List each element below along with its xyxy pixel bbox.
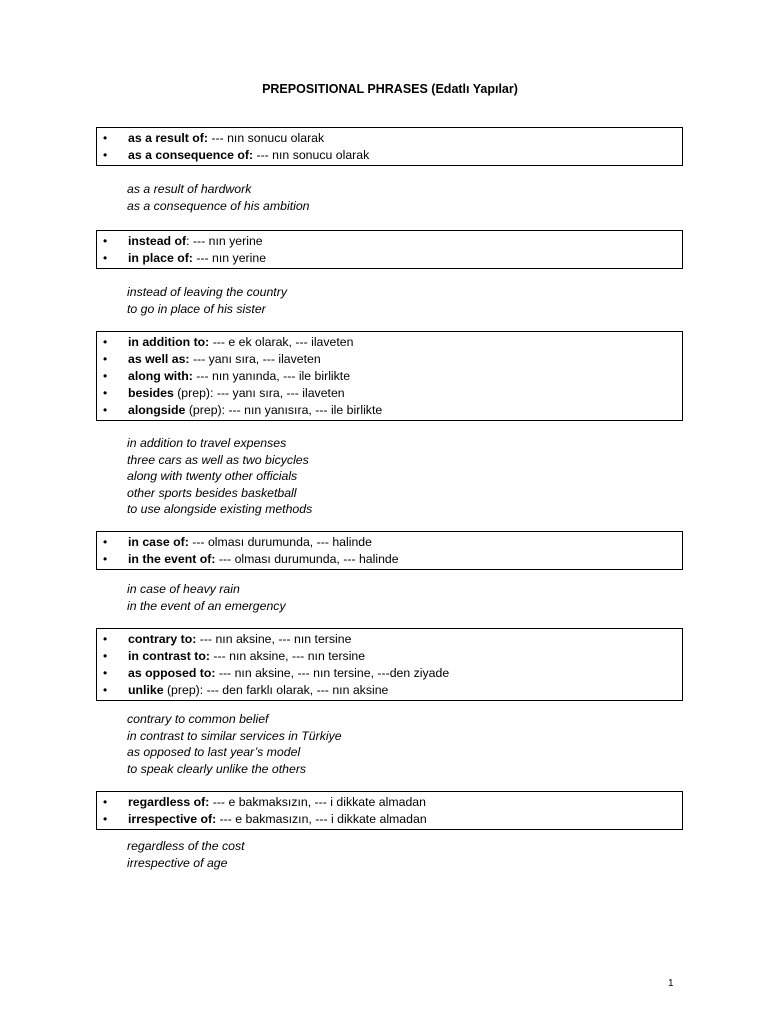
bullet-icon: • [103, 552, 108, 566]
phrase-term: instead of [128, 234, 187, 248]
example-list [127, 711, 342, 777]
bullet-icon: • [103, 335, 108, 349]
phrase-box [96, 791, 683, 830]
list-item [97, 334, 682, 351]
list-item [97, 233, 682, 250]
example-line: instead of leaving the country [127, 285, 287, 299]
phrase-term: as a consequence of: [128, 148, 254, 162]
phrase-term: irrespective of: [128, 812, 217, 826]
list-item [97, 130, 682, 147]
bullet-icon: • [103, 369, 108, 383]
phrase-term: in addition to: [128, 335, 210, 349]
example-line: along with twenty other officials [127, 469, 298, 484]
example-list [127, 284, 287, 317]
list-item [97, 811, 682, 828]
list-item [97, 147, 682, 164]
list-item [97, 631, 682, 648]
example-line: to go in place of his sister [127, 301, 266, 316]
phrase-meaning: (prep): --- nın yanısıra, --- ile birlikte [185, 403, 383, 417]
phrase-term: contrary to: [128, 632, 197, 646]
phrase-box [96, 531, 683, 570]
phrase-meaning: --- nın sonucu olarak [253, 148, 370, 162]
example-list [127, 435, 312, 518]
phrase-term: unlike [128, 683, 164, 697]
phrase-meaning: --- nın aksine, --- nın tersine, ---den ziyade [215, 666, 450, 680]
example-line: other sports besides basketball [127, 485, 297, 500]
phrase-term: regardless of: [128, 795, 210, 809]
phrase-term: as a result of: [128, 131, 208, 145]
list-item [97, 402, 682, 419]
phrase-box [96, 628, 683, 701]
example-list [127, 581, 286, 614]
list-item [97, 385, 682, 402]
phrase-meaning: --- nın yanında, --- ile birlikte [192, 369, 351, 383]
phrase-meaning: (prep): --- den farklı olarak, --- nın aksine [163, 683, 389, 697]
phrase-box [96, 331, 683, 421]
example-line: contrary to common belief [127, 712, 269, 726]
phrase-term: as well as: [128, 352, 190, 366]
phrase-meaning: --- nın aksine, --- nın tersine [209, 649, 366, 663]
example-line: to use alongside existing methods [127, 502, 313, 517]
phrase-meaning: --- e bakmasızın, --- i dikkate almadan [216, 812, 427, 826]
bullet-icon: • [103, 403, 108, 417]
example-line: three cars as well as two bicycles [127, 452, 309, 467]
bullet-icon: • [103, 131, 108, 145]
example-line: regardless of the cost [127, 839, 245, 853]
example-line: in addition to travel expenses [127, 436, 287, 450]
example-line: to speak clearly unlike the others [127, 761, 307, 776]
bullet-icon: • [103, 234, 108, 248]
example-list [127, 181, 310, 214]
example-line: in the event of an emergency [127, 598, 286, 613]
bullet-icon: • [103, 251, 108, 265]
phrase-meaning: --- nın yerine [192, 251, 267, 265]
list-item [97, 351, 682, 368]
bullet-icon: • [103, 352, 108, 366]
list-item [97, 682, 682, 699]
example-list [127, 838, 245, 871]
list-item [97, 648, 682, 665]
example-line: as opposed to last year’s model [127, 745, 301, 760]
phrase-meaning: --- yanı sıra, --- ilaveten [189, 352, 321, 366]
list-item [97, 368, 682, 385]
phrase-term: along with: [128, 369, 193, 383]
bullet-icon: • [103, 649, 108, 663]
phrase-term: as opposed to: [128, 666, 216, 680]
phrase-box [96, 230, 683, 269]
phrase-meaning: --- e bakmaksızın, --- i dikkate almadan [209, 795, 426, 809]
bullet-icon: • [103, 812, 108, 826]
phrase-meaning: --- olması durumunda, --- halinde [188, 535, 372, 549]
bullet-icon: • [103, 666, 108, 680]
phrase-meaning: (prep): --- yanı sıra, --- ilaveten [173, 386, 345, 400]
list-item [97, 665, 682, 682]
bullet-icon: • [103, 535, 108, 549]
phrase-meaning: --- nın sonucu olarak [207, 131, 325, 145]
list-item [97, 250, 682, 267]
phrase-meaning: : --- nın yerine [186, 234, 263, 248]
page-number: 1 [668, 978, 674, 989]
list-item [97, 534, 682, 551]
phrase-term: in case of: [128, 535, 189, 549]
phrase-term: besides [128, 386, 174, 400]
phrase-term: alongside [128, 403, 186, 417]
document-title: PREPOSITIONAL PHRASES (Edatlı Yapılar) [262, 82, 518, 96]
bullet-icon: • [103, 795, 108, 809]
example-line: as a consequence of his ambition [127, 198, 310, 213]
list-item [97, 794, 682, 811]
bullet-icon: • [103, 632, 108, 646]
phrase-term: in place of: [128, 251, 193, 265]
example-line: in contrast to similar services in Türkiye [127, 728, 342, 743]
example-line: irrespective of age [127, 855, 228, 870]
phrase-term: in contrast to: [128, 649, 210, 663]
phrase-term: in the event of: [128, 552, 216, 566]
phrase-meaning: --- nın aksine, --- nın tersine [196, 632, 352, 646]
bullet-icon: • [103, 683, 108, 697]
phrase-meaning: --- olması durumunda, --- halinde [215, 552, 399, 566]
example-line: in case of heavy rain [127, 582, 240, 596]
example-line: as a result of hardwork [127, 182, 252, 196]
bullet-icon: • [103, 148, 108, 162]
list-item [97, 551, 682, 568]
phrase-meaning: --- e ek olarak, --- ilaveten [209, 335, 354, 349]
bullet-icon: • [103, 386, 108, 400]
phrase-box [96, 127, 683, 166]
